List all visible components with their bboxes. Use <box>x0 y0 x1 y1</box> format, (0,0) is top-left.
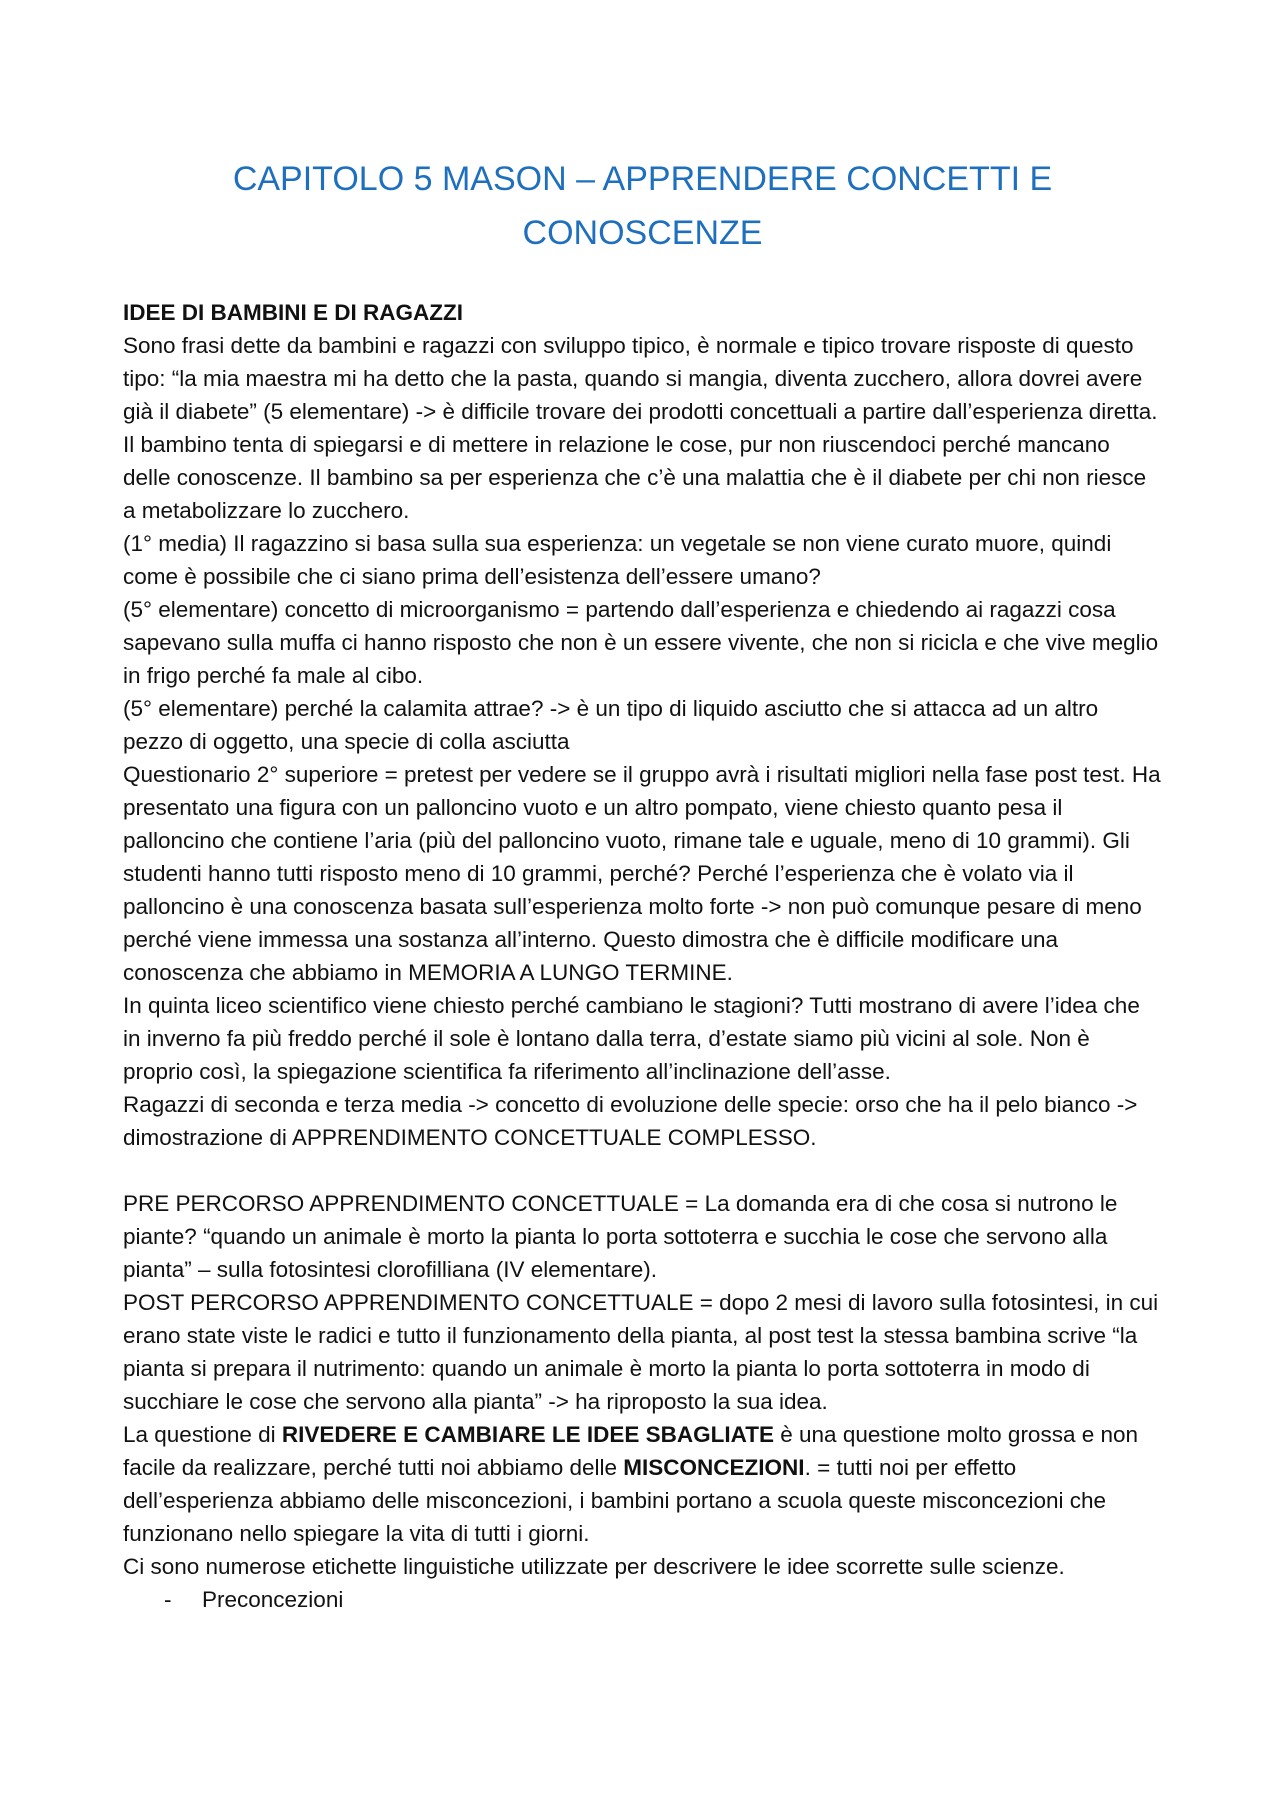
text-run: . = tutti noi per effetto dell’esperienza abbiamo delle misconcezioni, i bambini portano a scuola queste misconcezioni che funzionano nello spiegare la vita di tutti i giorni. <box>123 1455 1107 1546</box>
text-run: è una questione molto grossa e non facile da realizzare, perché tutti noi abbiamo delle <box>123 1422 1139 1480</box>
text-run: La questione di <box>123 1422 282 1447</box>
bold-text-run: RIVEDERE E CAMBIARE LE IDEE SBAGLIATE <box>281 1422 775 1447</box>
paragraph: POST PERCORSO APPRENDIMENTO CONCETTUALE = dopo 2 mesi di lavoro sulla fotosintesi, in cui erano state viste le radici e tutto il funzionamento della pianta, al post test la stessa bambina scrive “la pianta si prepara il nutrimento: quando un animale è morto la pianta lo porta sottoterra in modo di succhiare le cose che servono alla pianta” -> ha riproposto la sua idea. <box>123 1290 1159 1414</box>
paragraph: Questionario 2° superiore = pretest per vedere se il gruppo avrà i risultati migliori nella fase post test. Ha presentato una figura con un palloncino vuoto e un altro pompato, viene chiesto quanto pesa il palloncino che contiene l’aria (più del palloncino vuoto, rimane tale e uguale, meno di 10 grammi). Gli studenti hanno tutti risposto meno di 10 grammi, perché? Perché l’esperienza che è volato via il palloncino è una conoscenza basata sull’esperienza molto forte -> non può comunque pesare di meno perché viene immessa una sostanza all’interno. Questo dimostra che è difficile modificare una conoscenza che abbiamo in MEMORIA A LUNGO TERMINE. <box>123 762 1161 985</box>
document-title: CAPITOLO 5 MASON – APPRENDERE CONCETTI E CONOSCENZE <box>232 160 1053 252</box>
list-item-label: Preconcezioni <box>202 1587 344 1612</box>
paragraph: (1° media) Il ragazzino si basa sulla sua esperienza: un vegetale se non viene curato muore, quindi come è possibile che ci siano prima dell’esistenza dell’essere umano? <box>123 531 1112 589</box>
paragraph: In quinta liceo scientifico viene chiesto perché cambiano le stagioni? Tutti mostrano di avere l’idea che in inverno fa più freddo perché il sole è lontano dalla terra, d’estate siamo più vicini al sole. Non è proprio così, la spiegazione scientifica fa riferimento all’inclinazione dell’asse. <box>123 993 1140 1084</box>
bold-text-run: MISCONCEZIONI <box>623 1455 805 1480</box>
paragraph: Ragazzi di seconda e terza media -> concetto di evoluzione delle specie: orso che ha il pelo bianco -> dimostrazione di APPRENDIMENTO CONCETTUALE COMPLESSO. <box>123 1092 1138 1150</box>
misconceptions-paragraph <box>123 1418 1162 1550</box>
blank-line <box>123 1154 1162 1187</box>
list-item <box>164 1583 1162 1616</box>
paragraph: (5° elementare) concetto di microorganismo = partendo dall’esperienza e chiedendo ai ragazzi cosa sapevano sulla muffa ci hanno risposto che non è un essere vivente, che non si ricicla e che vive meglio in frigo perché fa male al cibo. <box>123 597 1159 688</box>
section-heading: IDEE DI BAMBINI E DI RAGAZZI <box>123 300 464 325</box>
paragraph: (5° elementare) perché la calamita attrae? -> è un tipo di liquido asciutto che si attacca ad un altro pezzo di oggetto, una specie di colla asciutta <box>123 696 1099 754</box>
paragraph: Sono frasi dette da bambini e ragazzi con sviluppo tipico, è normale e tipico trovare risposte di questo tipo: “la mia maestra mi ha detto che la pasta, quando si mangia, diventa zucchero, allora dovrei avere già il diabete” (5 elementare) -> è difficile trovare dei prodotti concettuali a partire dall’esperienza diretta. Il bambino tenta di spiegarsi e di mettere in relazione le cose, pur non riuscendoci perché mancano delle conoscenze. Il bambino sa per esperienza che c’è una malattia che è il diabete per chi non riesce a metabolizzare lo zucchero. <box>123 333 1158 523</box>
bullet-dash: - <box>164 1587 172 1612</box>
paragraph: PRE PERCORSO APPRENDIMENTO CONCETTUALE = La domanda era di che cosa si nutrono le piante? “quando un animale è morto la pianta lo porta sottoterra e succhia le cose che servono alla pianta” – sulla fotosintesi clorofilliana (IV elementare). <box>123 1191 1118 1282</box>
paragraph: Ci sono numerose etichette linguistiche utilizzate per descrivere le idee scorrette sulle scienze. <box>123 1554 1065 1579</box>
document-body <box>123 296 1162 1616</box>
bullet-list <box>123 1583 1162 1616</box>
